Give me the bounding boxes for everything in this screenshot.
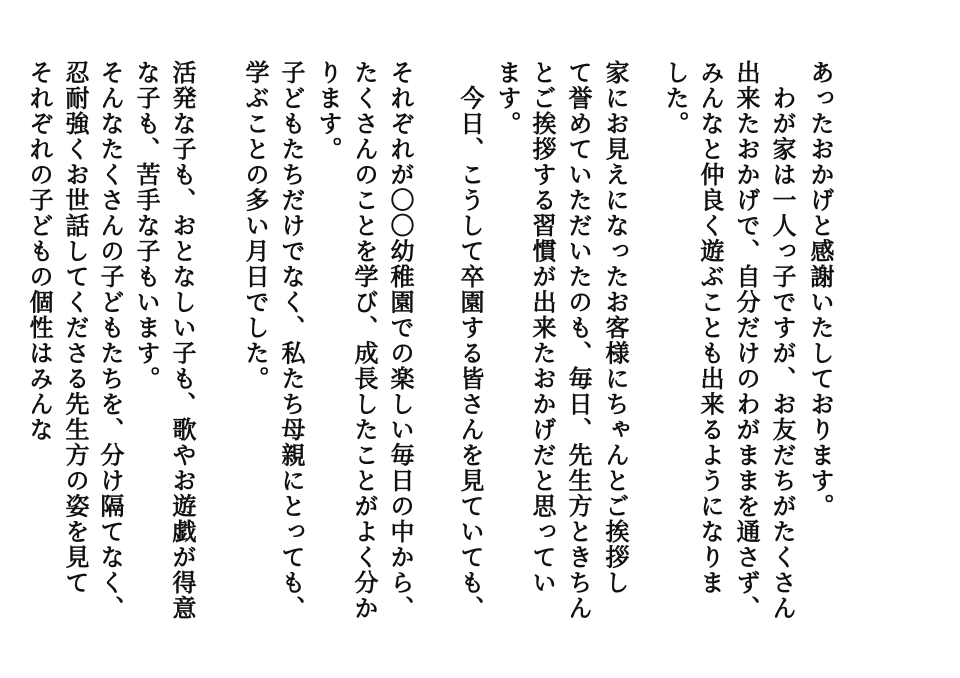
text-column: わが家は一人っ子ですが、お友だちがたくさん: [768, 60, 797, 621]
text-column: ます。: [493, 60, 522, 137]
text-column: とご挨拶する習慣が出来たおかげだと思ってい: [528, 60, 557, 596]
text-column: 忍耐強くお世話してくださる先生方の姿を見て: [61, 60, 90, 596]
text-column: それぞれが〇〇幼稚園での楽しい毎日の中から、: [386, 60, 415, 621]
text-column: な子も、苦手な子もいます。: [132, 60, 161, 392]
text-column: 出来たおかげで、自分だけのわがままを通さず、: [732, 60, 761, 621]
text-column: 学ぶことの多い月日でした。: [241, 60, 270, 392]
text-column: 活発な子も、おとなしい子も、歌やお遊戯が得意: [168, 60, 197, 621]
text-column: 子どもたちだけでなく、私たち母親にとっても、: [277, 60, 306, 621]
text-column: そんなたくさんの子どもたちを、分け隔てなく、: [96, 60, 125, 621]
text-column: みんなと仲良く遊ぶことも出来るようになりま: [696, 60, 725, 596]
text-column: 家にお見えになったお客様にちゃんとご挨拶し: [601, 60, 630, 596]
text-column: たくさんのことを学び、成長したことがよく分か: [350, 60, 379, 621]
text-column: あったおかげと感謝いたしております。: [806, 60, 835, 519]
text-column: て誉めていただいたのも、毎日、先生方ときちん: [564, 60, 593, 621]
text-column: 今日、こうして卒園する皆さんを見ていても、: [456, 60, 485, 621]
text-column: ります。: [314, 60, 343, 162]
text-column: した。: [661, 60, 690, 137]
text-column: それぞれの子どもの個性はみんな: [25, 60, 54, 443]
